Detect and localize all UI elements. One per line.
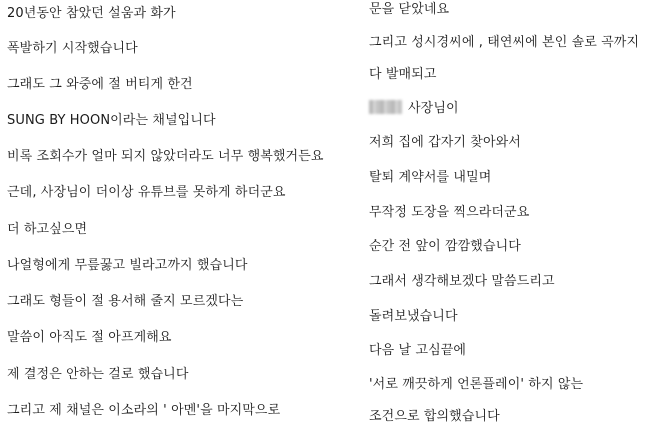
text-line: 근데, 사장님이 더이상 유튜브를 못하게 하더군요	[7, 185, 286, 200]
text-line: 비록 조회수가 얼마 되지 않았더라도 너무 행복했거든요	[7, 149, 324, 164]
text-line: 저희 집에 갑자기 찾아와서	[369, 135, 521, 150]
text-line: 20년동안 참았던 설움과 화가	[7, 6, 176, 21]
text-line-with-redaction	[369, 100, 459, 117]
text-line: 말씀이 아직도 절 아프게해요	[7, 330, 172, 345]
text-line: 탈퇴 계약서를 내밀며	[369, 170, 492, 185]
text-line: 그리고 제 채널은 이소라의 ' 아멘'을 마지막으로	[7, 403, 281, 418]
text-line: 조건으로 합의했습니다	[369, 409, 500, 424]
text-line: 다음 날 고심끝에	[369, 343, 467, 358]
text-line: 폭발하기 시작했습니다	[7, 41, 138, 56]
text-line: 순간 전 앞이 깜깜했습니다	[369, 239, 521, 254]
text-line: 그리고 성시경씨에 , 태연씨에 본인 솔로 곡까지	[369, 35, 640, 50]
text-line: 그래도 그 와중에 절 버티게 한건	[7, 77, 193, 92]
text-line: 돌려보냈습니다	[369, 309, 458, 324]
text-line: 그래도 형들이 절 용서해 줄지 모르겠다는	[7, 294, 244, 309]
text-line: SUNG BY HOON이라는 채널입니다	[7, 113, 216, 128]
text-line: 무작정 도장을 찍으라더군요	[369, 205, 530, 220]
text-line: 문을 닫았네요	[369, 2, 450, 17]
text-line: 사장님이	[408, 101, 459, 116]
redacted-name-blur	[369, 100, 402, 114]
text-line: 나얼형에게 무릎꿇고 빌라고까지 했습니다	[7, 258, 248, 273]
text-line: 그래서 생각해보겠다 말씀드리고	[369, 274, 555, 289]
text-line: 제 결정은 안하는 걸로 했습니다	[7, 367, 189, 382]
text-line: '서로 깨끗하게 언론플레이' 하지 않는	[369, 377, 584, 392]
text-line: 다 발매되고	[369, 67, 437, 82]
text-line: 더 하고싶으면	[7, 222, 88, 237]
